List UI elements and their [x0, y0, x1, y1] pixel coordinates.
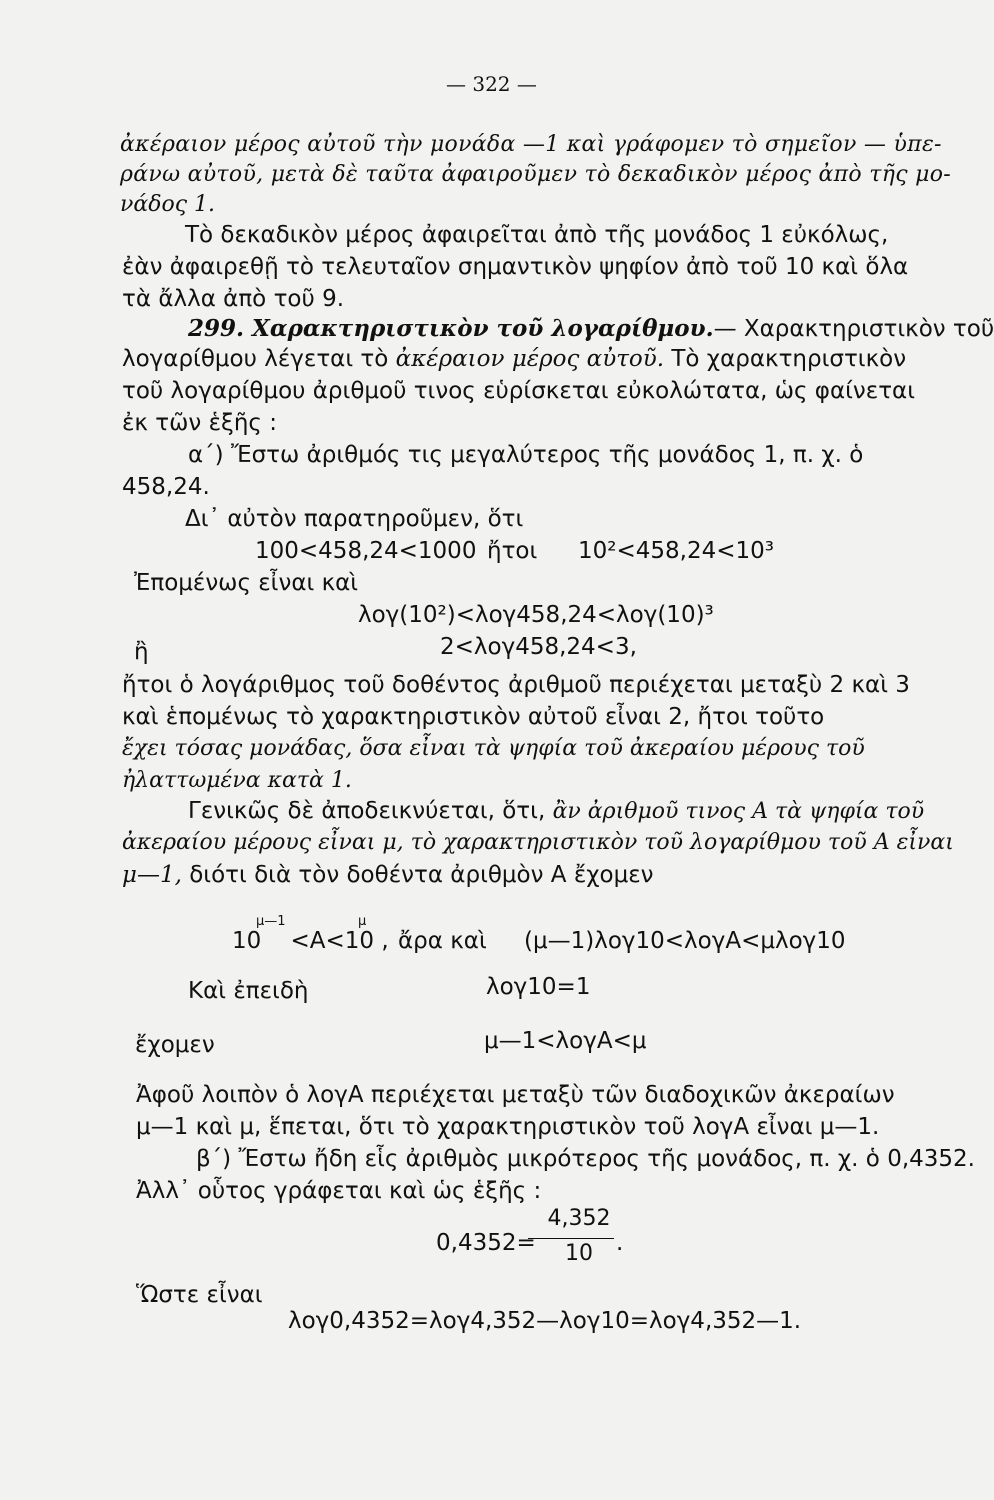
math-connector: ἢ	[134, 639, 149, 665]
text-line: ἐὰν ἀφαιρεθῇ τὸ τελευταῖον σημαντικὸν ψηφίον ἀπὸ τοῦ 10 καὶ ὅλα	[122, 254, 909, 280]
fraction-lhs: 0,4352=	[436, 1230, 536, 1256]
math-equation: λογ0,4352=λογ4,352—λογ10=λογ4,352—1.	[288, 1308, 802, 1334]
text-line: Ὥστε εἶναι	[136, 1282, 263, 1308]
text-span: διότι διὰ τὸν δοθέντα ἀριθμὸν Α ἔχομεν	[181, 862, 654, 888]
text-span: λογαρίθμου λέγεται τὸ	[122, 346, 396, 372]
math-inequality: 10 <Α<10 ,	[232, 928, 389, 954]
text-line: Τὸ δεκαδικὸν μέρος ἀφαιρεῖται ἀπὸ τῆς μονάδος 1 εὐκόλως,	[185, 222, 889, 248]
text-line: α΄) Ἔστω ἀριθμός τις μεγαλύτερος τῆς μονάδος 1, π. χ. ὁ	[188, 442, 864, 468]
theorem-italic: μ—1,	[122, 862, 182, 888]
text-line: ἠλαττωμένα κατὰ 1.	[122, 768, 352, 793]
text-line: Ἀλλ᾿ οὗτος γράφεται καὶ ὡς ἑξῆς :	[136, 1178, 542, 1204]
text-line: Ἐπομένως εἶναι καὶ	[134, 570, 359, 596]
text-line: ἔχομεν	[135, 1032, 215, 1058]
math-connector: ἄρα καὶ	[398, 928, 487, 954]
text-line: μ—1 καὶ μ, ἕπεται, ὅτι τὸ χαρακτηριστικὸν τοῦ λογΑ εἶναι μ—1.	[136, 1114, 880, 1140]
math-inequality: λογ(10²)<λογ458,24<λογ(10)³	[358, 602, 714, 628]
text-line: Ἀφοῦ λοιπὸν ὁ λογΑ περιέχεται μεταξὺ τῶν διαδοχικῶν ἀκεραίων	[136, 1082, 895, 1108]
text-line	[122, 344, 906, 374]
text-line: ἐκ τῶν ἑξῆς :	[122, 410, 277, 436]
math-inequality: 10²<458,24<10³	[578, 538, 774, 564]
text-line: τὰ ἄλλα ἀπὸ τοῦ 9.	[122, 286, 345, 312]
text-line	[122, 860, 654, 890]
text-line: καὶ ἑπομένως τὸ χαρακτηριστικὸν αὐτοῦ εἶναι 2, ἤτοι τοῦτο	[122, 704, 825, 730]
section-heading: 299. Χαρακτηριστικὸν τοῦ λογαρίθμου.	[188, 315, 714, 342]
text-line: β΄) Ἔστω ἤδη εἷς ἀριθμὸς μικρότερος τῆς μονάδος, π. χ. ὁ 0,4352.	[196, 1146, 975, 1172]
text-line: Δι᾿ αὐτὸν παρατηροῦμεν, ὅτι	[185, 506, 524, 532]
text-span: Γενικῶς δὲ ἀποδεικνύεται, ὅτι,	[188, 798, 553, 824]
fraction-denominator: 10	[565, 1241, 593, 1266]
text-line: ἤτοι ὁ λογάριθμος τοῦ δοθέντος ἀριθμοῦ περιέχεται μεταξὺ 2 καὶ 3	[122, 672, 910, 698]
page-number: — 322 —	[446, 72, 537, 96]
definition-italic: ἀκέραιον μέρος αὐτοῦ.	[395, 346, 665, 372]
math-equation: λογ10=1	[486, 974, 591, 1000]
text-line: νάδος 1.	[120, 192, 216, 217]
section-heading-line	[188, 314, 994, 344]
text-line: ἀκέραιον μέρος αὐτοῦ τὴν μονάδα —1 καὶ γράφομεν τὸ σημεῖον — ὑπε-	[120, 132, 942, 157]
text-line: τοῦ λογαρίθμου ἀριθμοῦ τινος εὑρίσκεται εὐκολώτατα, ὡς φαίνεται	[122, 378, 915, 404]
text-span: Τὸ χαρακτηριστικὸν	[664, 346, 907, 372]
math-inequality: μ—1<λογΑ<μ	[484, 1028, 647, 1054]
text-line: ράνω αὐτοῦ, μετὰ δὲ ταῦτα ἀφαιροῦμεν τὸ δεκαδικὸν μέρος ἀπὸ τῆς μο-	[120, 162, 952, 187]
math-inequality: (μ—1)λογ10<λογΑ<μλογ10	[524, 928, 846, 954]
math-inequality: 2<λογ458,24<3,	[440, 634, 637, 660]
fraction-bar	[528, 1238, 614, 1239]
exponent: μ—1	[256, 914, 286, 929]
exponent: μ	[358, 914, 367, 929]
text-line: ἔχει τόσας μονάδας, ὅσα εἶναι τὰ ψηφία τοῦ ἀκεραίου μέρους τοῦ	[122, 736, 865, 761]
math-connector: ἤτοι	[487, 538, 538, 564]
fraction-numerator: 4,352	[547, 1206, 611, 1231]
text-line: 458,24.	[122, 474, 210, 500]
section-heading-text: — Χαρακτηριστικὸν τοῦ	[713, 316, 994, 342]
theorem-italic: ἂν ἀριθμοῦ τινος Α τὰ ψηφία τοῦ	[552, 799, 925, 824]
text-line: ἀκεραίου μέρους εἶναι μ, τὸ χαρακτηριστικὸν τοῦ λογαρίθμου τοῦ Α εἶναι	[122, 830, 954, 855]
text-line	[188, 796, 924, 827]
math-inequality: 100<458,24<1000	[255, 538, 477, 564]
fraction-period: .	[616, 1230, 624, 1256]
text-line: Καὶ ἐπειδὴ	[188, 978, 309, 1004]
